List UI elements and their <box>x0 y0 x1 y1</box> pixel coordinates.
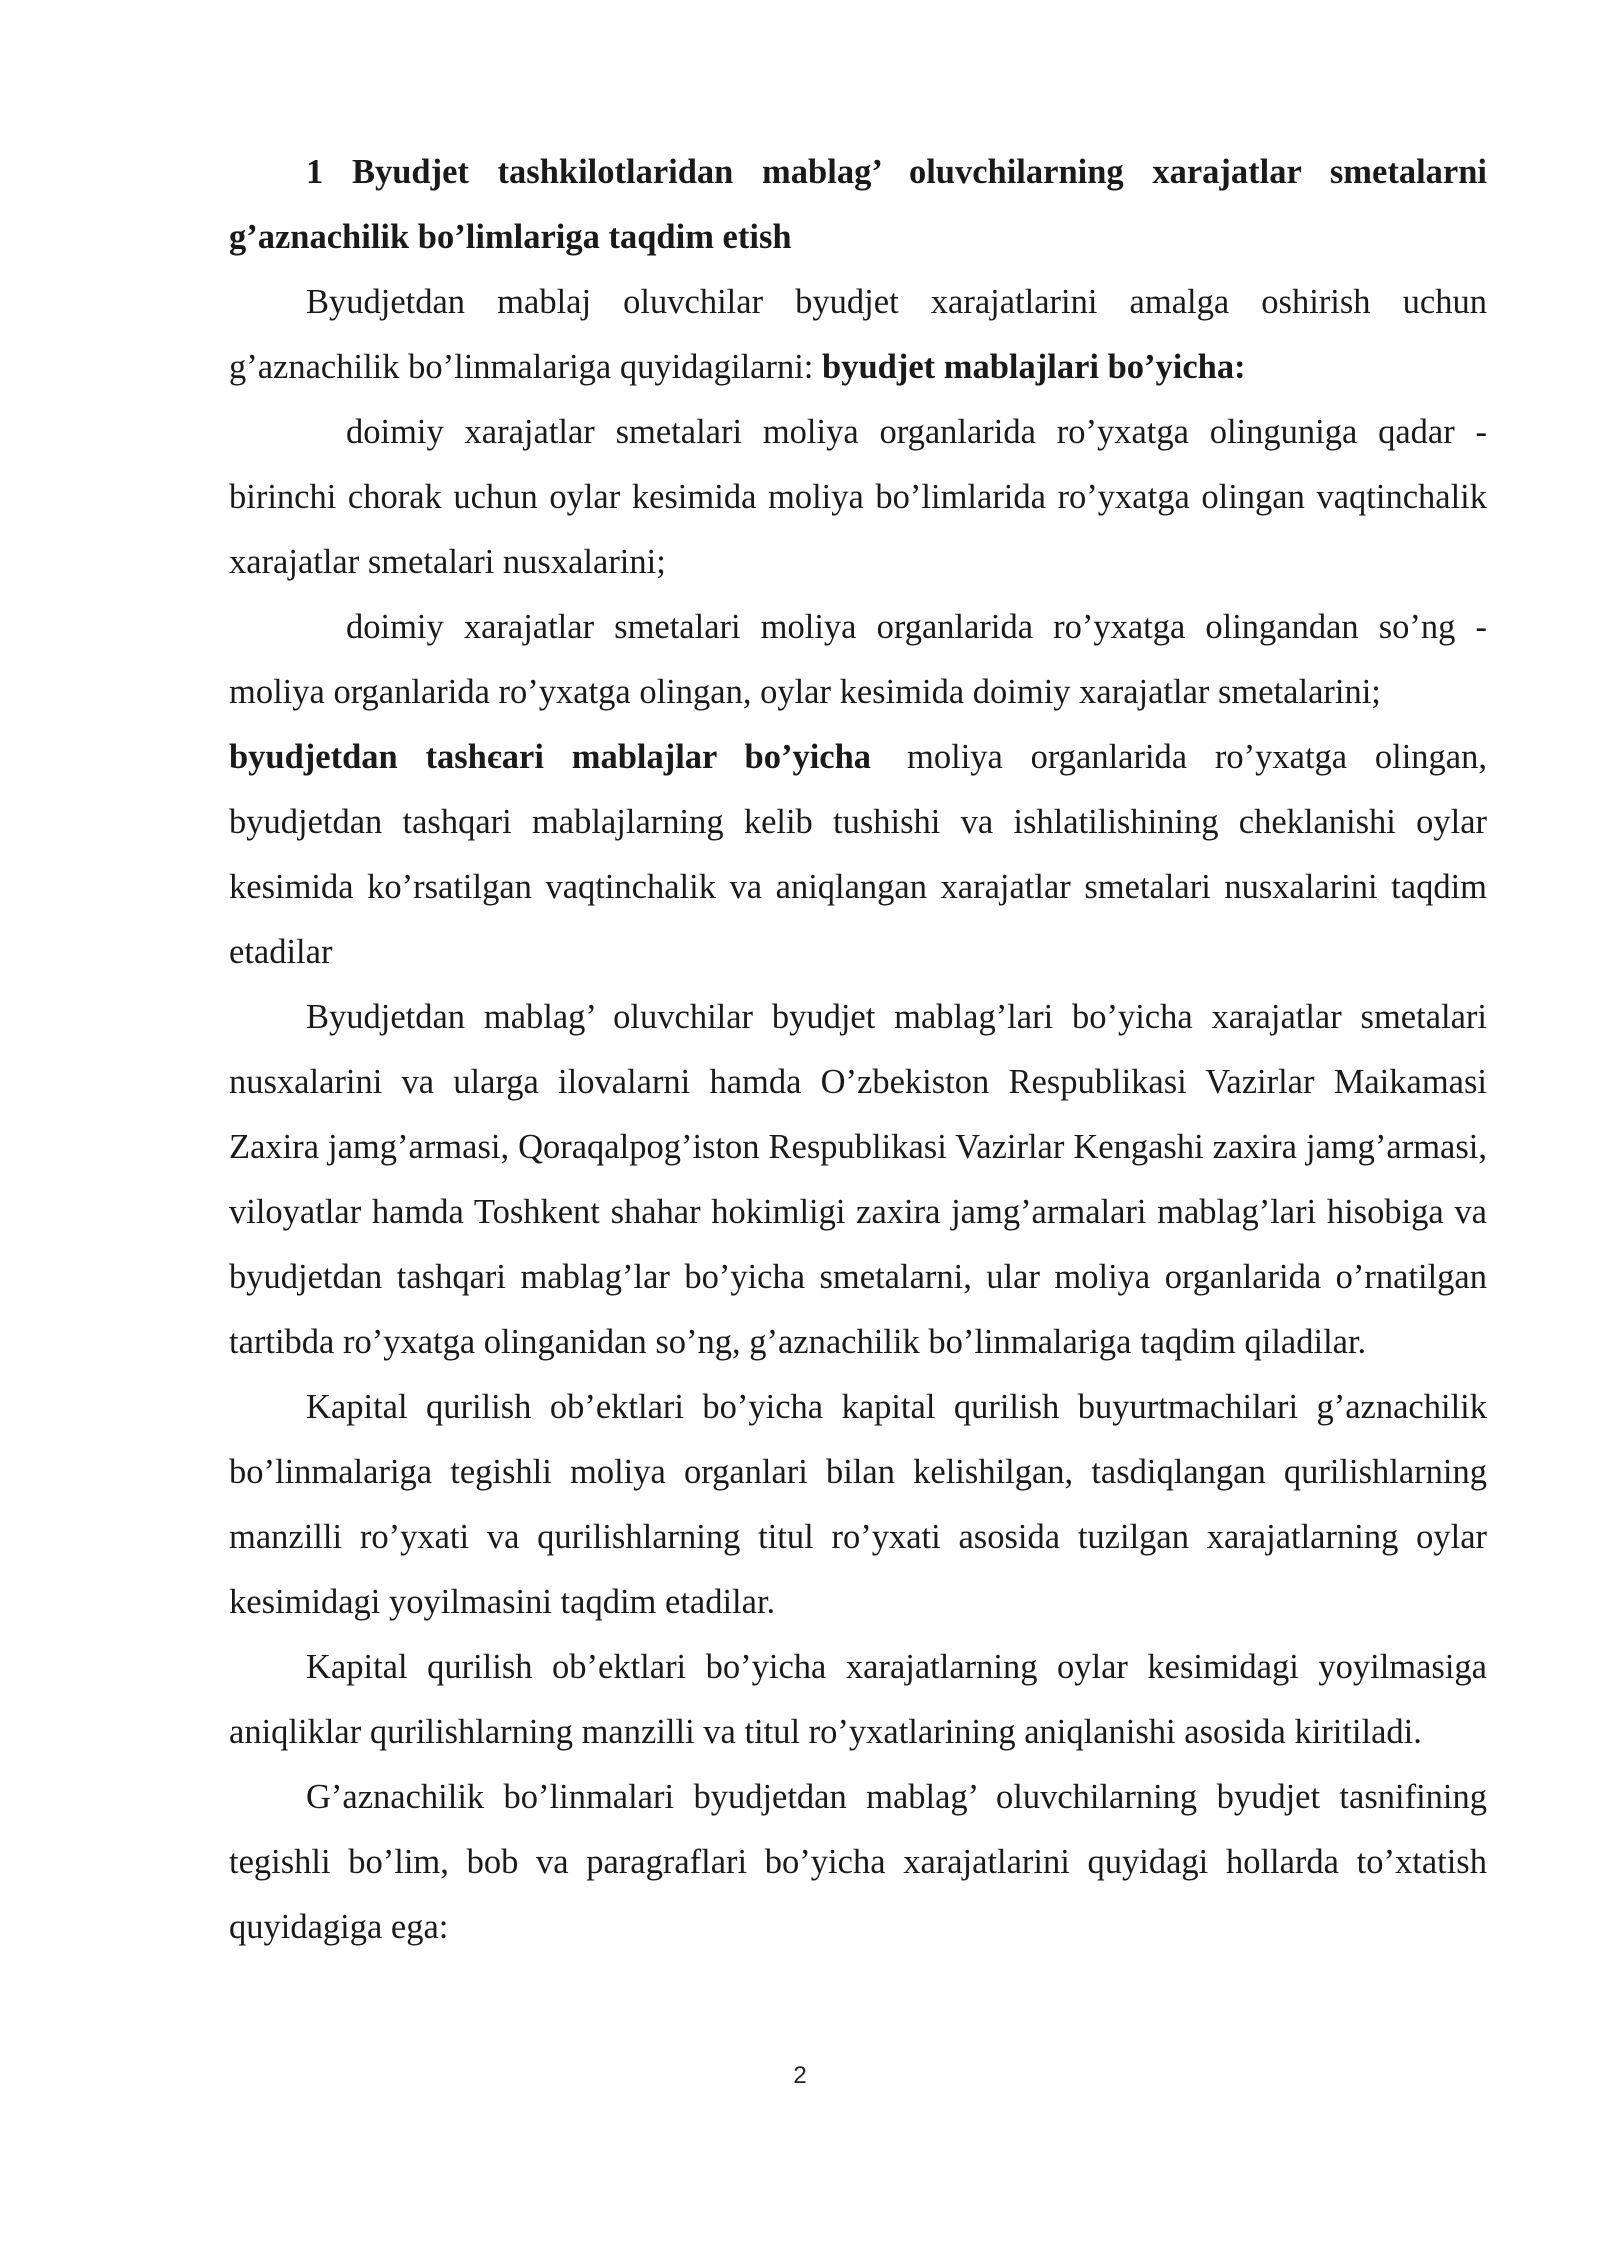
paragraph-text: Byudjetdan mablaj oluvchilar byudjet xarajatlarini amalga oshirish uchun g’aznachilik bo’linmalariga quyidagilarni: <box>229 283 1487 386</box>
paragraph-extra-budget-funds <box>229 725 1487 985</box>
section-heading: 1 Byudjet tashkilotlaridan mablag’ oluvchilarning xarajatlar smetalarni g’aznachilik bo’limlariga taqdim etish <box>229 153 1487 256</box>
paragraph-capital-construction: Kapital qurilish ob’ektlari bo’yicha kapital qurilish buyurtmachilari g’aznachilik bo’linmalariga tegishli moliya organlari bilan kelishilgan, tasdiqlangan qurilishlarning manzilli ro’yxati va qurilishlarning titul ro’yxati asosida tuzilgan xarajatlarning oylar kesimidagi yoyilmasini taqdim etadilar. <box>229 1388 1487 1621</box>
page-number: 2 <box>793 2062 807 2089</box>
paragraph-treasury-suspension: G’aznachilik bo’linmalari byudjetdan mablag’ oluvchilarning byudjet tasnifining tegishli bo’lim, bob va paragraflari bo’yicha xarajatlarini quyidagi hollarda to’xtatish quyidagiga ega: <box>229 1778 1487 1946</box>
paragraph-text: moliya organlarida ro’yxatga olingan, byudjetdan tashqari mablajlarning kelib tushishi va ishlatilishining cheklanishi oylar kesimida ko’rsatilgan vaqtinchalik va aniqlangan xarajatlar smetalari nusxalarini taqdim etadilar <box>229 738 1487 971</box>
bold-phrase-extra-budget: byudjetdan tashєari mablajlar bo’yicha <box>229 738 872 776</box>
paragraph-permanent-estimates: doimiy xarajatlar smetalari moliya organlarida ro’yxatga olingandan so’ng - moliya organlarida ro’yxatga olingan, oylar kesimida doimiy xarajatlar smetalarini; <box>229 608 1487 711</box>
paragraph-temporary-estimates: doimiy xarajatlar smetalari moliya organlarida ro’yxatga olinguniga qadar - birinchi chorak uchun oylar kesimida moliya bo’limlarida ro’yxatga olingan vaqtinchalik xarajatlar smetalari nusxalarini; <box>229 413 1487 581</box>
paragraph-budget-spending <box>229 270 1487 400</box>
paragraph-reserve-funds: Byudjetdan mablag’ oluvchilar byudjet mablag’lari bo’yicha xarajatlar smetalari nusxalarini va ularga ilovalarni hamda O’zbekiston Respublikasi Vazirlar Maikamasi Zaxira jamg’armasi, Qoraqalpog’iston Respublikasi Vazirlar Kengashi zaxira jamg’armasi, viloyatlar hamda Toshkent shahar hokimligi zaxira jamg’armalari mablag’lari hisobiga va byudjetdan tashqari mablag’lar bo’yicha smetalarni, ular moliya organlarida o’rnatilgan tartibda ro’yxatga olinganidan so’ng, g’aznachilik bo’linmalariga taqdim qiladilar. <box>229 998 1487 1361</box>
bold-phrase-budget-funds: byudjet mablajlari bo’yicha: <box>822 348 1246 386</box>
document-page <box>229 140 1487 1960</box>
paragraph-capital-adjustments: Kapital qurilish ob’ektlari bo’yicha xarajatlarning oylar kesimidagi yoyilmasiga aniqliklar qurilishlarning manzilli va titul ro’yxatlarining aniqlanishi asosida kiritiladi. <box>229 1648 1487 1751</box>
